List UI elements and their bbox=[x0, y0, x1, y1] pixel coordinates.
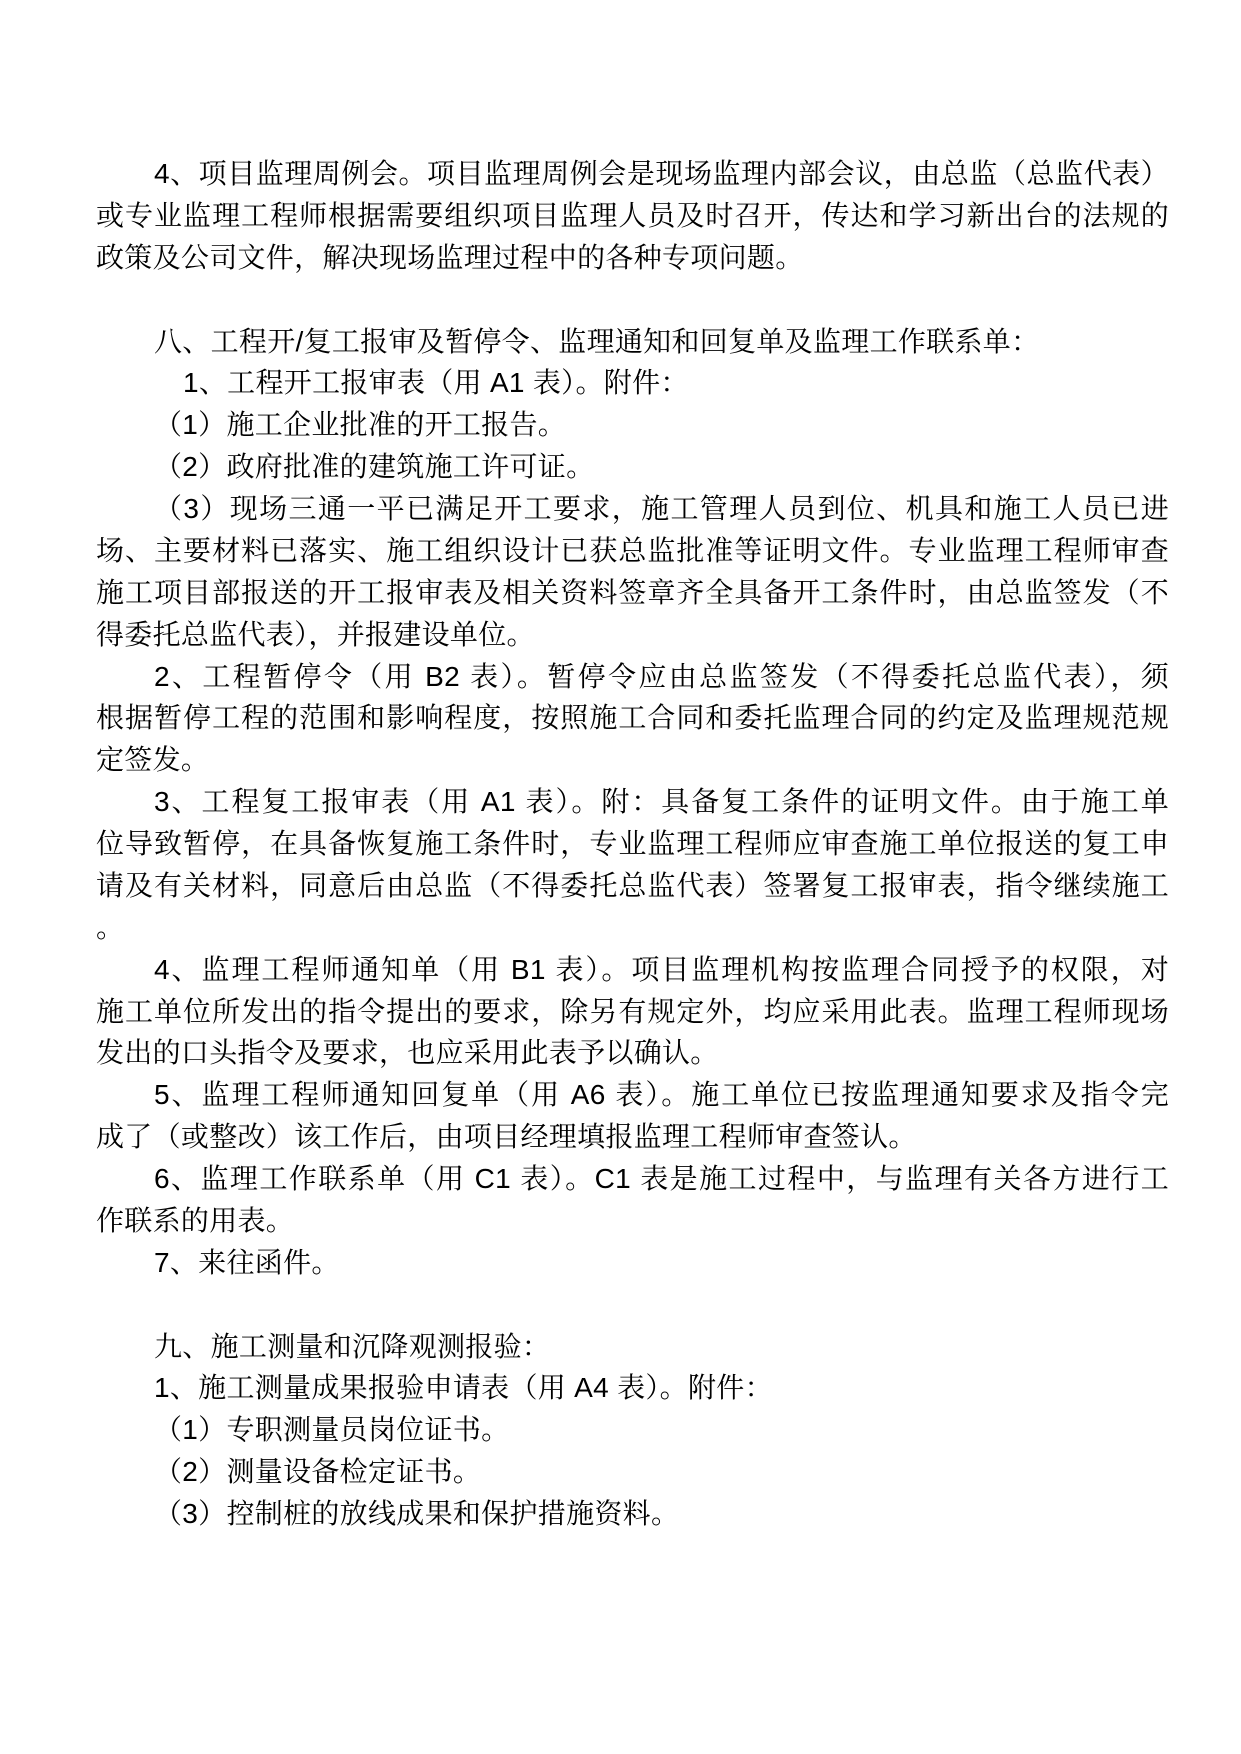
text-line: 1、工程开工报审表（用 A1 表）。附件： bbox=[183, 367, 689, 399]
text-line: 2、工程暂停令（用 B2 表）。暂停令应由总监签发（不得委托总监代表），须 bbox=[154, 660, 1169, 692]
list-item bbox=[96, 1242, 1169, 1284]
text-line: （1）施工企业批准的开工报告。 bbox=[154, 409, 567, 441]
list-item bbox=[96, 362, 1169, 404]
text-line: （2）测量设备检定证书。 bbox=[154, 1456, 482, 1488]
text-line: 4、监理工程师通知单（用 B1 表）。项目监理机构按监理合同授予的权限，对 bbox=[154, 953, 1169, 985]
text-line: 7、来往函件。 bbox=[154, 1246, 340, 1278]
text-line: （1）专职测量员岗位证书。 bbox=[154, 1414, 510, 1446]
sub-list-item bbox=[96, 1493, 1169, 1535]
text-line: 3、工程复工报审表（用 A1 表）。附：具备复工条件的证明文件。由于施工单 bbox=[154, 786, 1169, 818]
text-line: 或专业监理工程师根据需要组织项目监理人员及时召开，传达和学习新出台的法规的 bbox=[96, 199, 1169, 231]
text-line: 施工项目部报送的开工报审表及相关资料签章齐全具备开工条件时，由总监签发（不 bbox=[96, 576, 1169, 608]
text-line: 6、监理工作联系单（用 C1 表）。C1 表是施工过程中，与监理有关各方进行工 bbox=[154, 1163, 1169, 1194]
text-line: 请及有关材料，同意后由总监（不得委托总监代表）签署复工报审表，指令继续施工 bbox=[96, 869, 1169, 901]
text-line: 政策及公司文件，解决现场监理过程中的各种专项问题。 bbox=[96, 241, 804, 273]
list-item bbox=[96, 949, 1169, 1075]
list-item bbox=[96, 781, 1169, 949]
text-line: 发出的口头指令及要求，也应采用此表予以确认。 bbox=[96, 1037, 719, 1069]
text-line: 定签发。 bbox=[96, 744, 210, 776]
list-item bbox=[96, 1158, 1169, 1242]
text-line: 根据暂停工程的范围和影响程度，按照施工合同和委托监理合同的约定及监理规范规 bbox=[96, 702, 1169, 734]
sub-list-item bbox=[96, 404, 1169, 446]
section bbox=[96, 321, 1169, 1284]
text-line: 场、主要材料已落实、施工组织设计已获总监批准等证明文件。专业监理工程师审查 bbox=[96, 534, 1169, 566]
text-line: 作联系的用表。 bbox=[96, 1204, 295, 1236]
text-line: 。 bbox=[96, 911, 125, 943]
section-heading: 八、工程开/复工报审及暂停令、监理通知和回复单及监理工作联系单： bbox=[154, 325, 1040, 357]
list-item bbox=[96, 656, 1169, 782]
text-line: （2）政府批准的建筑施工许可证。 bbox=[154, 451, 595, 483]
text-line: （3）控制桩的放线成果和保护措施资料。 bbox=[154, 1498, 680, 1529]
text-line: 施工单位所发出的指令提出的要求，除另有规定外，均应采用此表。监理工程师现场 bbox=[96, 995, 1169, 1027]
list-item bbox=[96, 1074, 1169, 1158]
sub-list-item bbox=[96, 488, 1169, 656]
document-body bbox=[96, 153, 1169, 1535]
text-line: 得委托总监代表），并报建设单位。 bbox=[96, 618, 535, 650]
text-line: 5、监理工程师通知回复单（用 A6 表）。施工单位已按监理通知要求及指令完 bbox=[154, 1079, 1169, 1111]
text-line: 1、施工测量成果报验申请表（用 A4 表）。附件： bbox=[154, 1372, 773, 1404]
text-line: （3）现场三通一平已满足开工要求，施工管理人员到位、机具和施工人员已进 bbox=[154, 493, 1169, 524]
text-line: 4、项目监理周例会。项目监理周例会是现场监理内部会议，由总监（总监代表） bbox=[154, 158, 1169, 189]
text-line: 位导致暂停，在具备恢复施工条件时，专业监理工程师应审查施工单位报送的复工申 bbox=[96, 828, 1169, 859]
section bbox=[96, 1326, 1169, 1535]
section-heading: 九、施工测量和沉降观测报验： bbox=[154, 1330, 551, 1362]
sub-list-item bbox=[96, 1409, 1169, 1451]
sub-list-item bbox=[96, 446, 1169, 488]
list-item bbox=[96, 1367, 1169, 1409]
paragraph bbox=[96, 153, 1169, 279]
sub-list-item bbox=[96, 1451, 1169, 1493]
text-line: 成了（或整改）该工作后，由项目经理填报监理工程师审查签认。 bbox=[96, 1121, 917, 1153]
